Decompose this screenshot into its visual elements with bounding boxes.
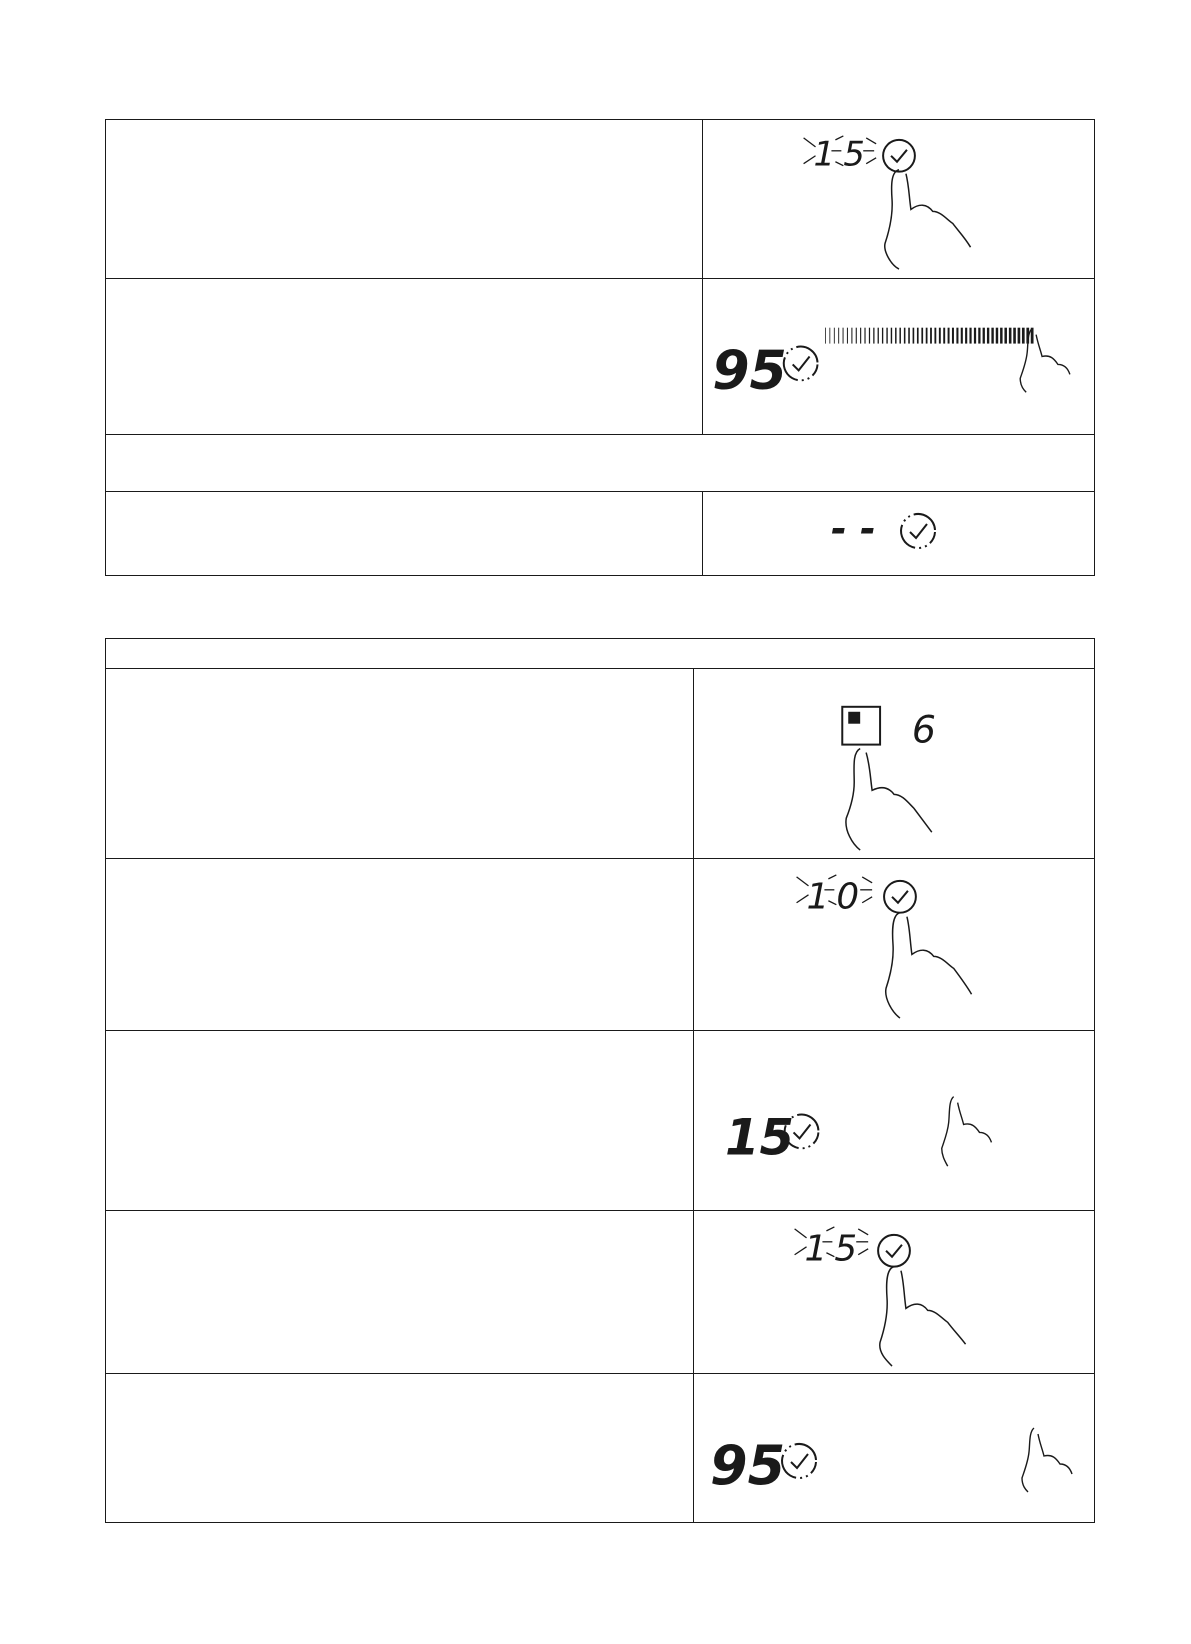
zone-select-display (694, 669, 1094, 858)
table-row (106, 120, 1094, 279)
display-illustration-cell (703, 120, 1094, 278)
slider-bar[interactable] (825, 328, 1032, 344)
timer-value: 15 (724, 1108, 795, 1167)
instruction-cell (106, 120, 703, 278)
table-row (106, 1211, 1094, 1374)
timer-digit-units: 0 (836, 876, 860, 918)
finger-pointer-icon (846, 749, 932, 850)
finger-pointer-icon (942, 1097, 992, 1167)
table-row (106, 279, 1094, 435)
timer-table-1 (105, 119, 1095, 576)
display-illustration-cell (694, 859, 1094, 1030)
timer-dotted-icon (782, 1444, 816, 1478)
display-illustration-cell (703, 492, 1094, 575)
table-row (106, 435, 1094, 492)
timer-digit-tens: 1 (813, 134, 836, 174)
instruction-cell (106, 1374, 694, 1522)
table-header-row (106, 639, 1094, 669)
timer-digit-units: 5 (834, 1228, 858, 1270)
timer-digit-tens: 1 (806, 876, 830, 918)
instruction-cell (106, 279, 703, 434)
display-illustration-cell (694, 1374, 1094, 1522)
instruction-cell (106, 492, 703, 575)
finger-pointer-icon (1022, 1428, 1072, 1492)
flashing-timer-display (694, 1211, 1094, 1373)
instruction-cell (106, 1211, 694, 1373)
table-row (106, 859, 1094, 1031)
timer-off-display (703, 492, 1094, 575)
display-illustration-cell (694, 1211, 1094, 1373)
instruction-cell (106, 1031, 694, 1210)
table-row (106, 1374, 1094, 1522)
zone-selector-icon (842, 707, 880, 745)
timer-confirm-icon (883, 140, 915, 172)
instruction-cell (106, 859, 694, 1030)
timer-digit-tens: 1 (804, 1228, 828, 1270)
timer-dotted-icon (901, 514, 935, 548)
timer-table-2 (105, 638, 1095, 1523)
finger-pointer-icon (885, 170, 971, 269)
power-level: 6 (911, 707, 936, 752)
timer-confirm-icon (884, 881, 916, 913)
timer-digit-units: 5 (843, 134, 865, 174)
table-row (106, 669, 1094, 859)
display-illustration-cell (703, 279, 1094, 434)
display-illustration-cell (694, 1031, 1094, 1210)
display-illustration-cell (694, 669, 1094, 858)
timer-value: - - (831, 507, 876, 551)
slider-timer-display (694, 1031, 1094, 1210)
timer-dotted-icon (784, 347, 818, 381)
finger-pointer-icon (880, 1267, 966, 1366)
finger-pointer-icon (886, 913, 972, 1018)
flashing-timer-display (703, 120, 1094, 278)
instruction-cell (106, 669, 694, 858)
timer-value: 95 (710, 1434, 786, 1497)
slider-timer-display (703, 279, 1094, 434)
flashing-timer-display (694, 859, 1094, 1030)
timer-confirm-icon (878, 1235, 910, 1267)
slider-timer-display (694, 1374, 1094, 1522)
timer-value: 95 (712, 338, 787, 402)
table-row (106, 492, 1094, 575)
table-row (106, 1031, 1094, 1211)
